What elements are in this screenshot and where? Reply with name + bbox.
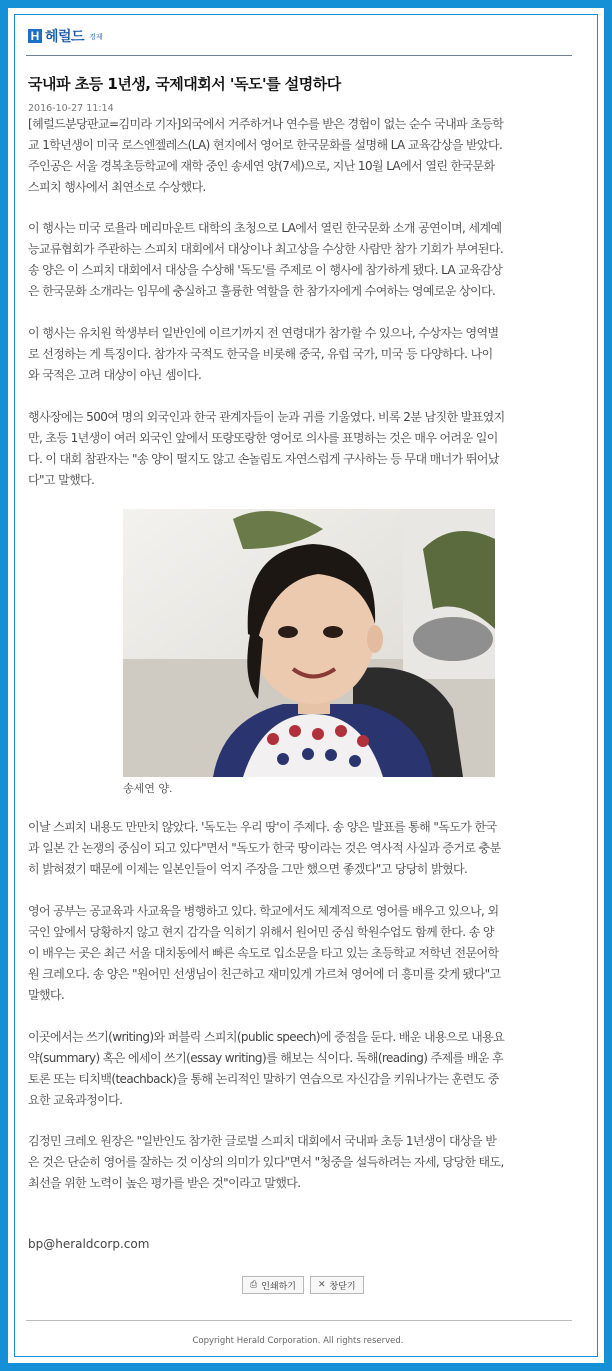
paragraph-line: 송 양은 이 스피치 대회에서 대상을 수상해 '독도'를 주제로 이 행사에 참가하게 됐다. LA 교육감상	[28, 263, 503, 277]
paragraph-line: 요한 교육과정이다.	[28, 1093, 123, 1107]
article-photo	[123, 509, 495, 777]
article-paragraph	[28, 407, 590, 491]
article-paragraph	[28, 323, 590, 386]
paragraph-line: 영어 공부는 공교육과 사교육을 병행하고 있다. 학교에서도 체계적으로 영어를 배우고 있으나, 외	[28, 904, 499, 918]
print-button-label: 인쇄하기	[261, 1281, 296, 1292]
article-paragraph	[28, 817, 590, 880]
close-button-label: 창닫기	[329, 1281, 356, 1292]
paragraph-line: 다. 이 대회 참관자는 "송 양이 떨지도 않고 손놀림도 자연스럽게 구사하는 등 무대 매너가 뛰어났	[28, 452, 499, 466]
paragraph-line: 말했다.	[28, 988, 65, 1002]
article-paragraph	[28, 114, 590, 198]
paragraph-line: 주인공은 서울 경복초등학교에 재학 중인 송세연 양(7세)으로, 지난 10월 LA에서 열린 한국문화	[28, 159, 495, 173]
paragraph-line: 과 일본 간 논쟁의 중심이 되고 있다"면서 "독도가 한국 땅이라는 것은 역사적 사실과 증거로 충분	[28, 841, 501, 855]
logo-mark-icon: H	[28, 29, 42, 43]
close-icon: ✕	[317, 1280, 326, 1290]
article-date: 2016-10-27 11:14	[28, 103, 114, 114]
article-paragraph	[28, 218, 590, 302]
footer-divider	[26, 1320, 572, 1321]
paragraph-line: 이 행사는 미국 로욜라 메리마운트 대학의 초청으로 LA에서 열린 한국문화 소개 공연이며, 세계예	[28, 221, 502, 235]
print-button[interactable]	[242, 1276, 304, 1294]
paragraph-line: 최선을 위한 노력이 높은 평가를 받은 것"이라고 말했다.	[28, 1176, 301, 1190]
paragraph-line: 로 선정하는 게 특징이다. 참가자 국적도 한국을 비롯해 중국, 유럽 국가, 미국 등 다양하다. 나이	[28, 347, 493, 361]
paragraph-line: 히 밝혀졌기 때문에 이제는 일본인들이 억지 주장을 그만 했으면 좋겠다"고 당당히 밝혔다.	[28, 862, 468, 876]
reporter-email: bp@heraldcorp.com	[28, 1237, 150, 1251]
article-paragraph	[28, 901, 590, 1006]
paragraph-line: 토론 또는 티치백(teachback)을 통해 논리적인 말하기 연습으로 자신감을 키워나가는 훈련도 중	[28, 1072, 499, 1086]
paragraph-line: 이 행사는 유치원 학생부터 일반인에 이르기까지 전 연령대가 참가할 수 있으나, 수상자는 영역별	[28, 326, 499, 340]
paragraph-line: 은 한국문화 소개라는 임무에 충실하고 훌륭한 역할을 한 참가자에게 수여하는 영예로운 상이다.	[28, 284, 496, 298]
logo-name: 헤럴드	[45, 29, 85, 45]
paragraph-line: 스피치 행사에서 최연소로 수상했다.	[28, 180, 206, 194]
article-paragraph	[28, 1131, 590, 1194]
paragraph-line: [헤럴드분당판교=김미라 기자]외국에서 거주하거나 연수를 받은 경험이 없는 순수 국내파 초등학	[28, 117, 504, 131]
paragraph-line: 원 크레오다. 송 양은 "원어민 선생님이 친근하고 재미있게 가르쳐 영어에 더 흥미를 갖게 됐다"고	[28, 967, 501, 981]
article-paragraph	[28, 1027, 590, 1111]
paragraph-line: 김정민 크레오 원장은 "일반인도 참가한 글로벌 스피치 대회에서 국내파 초등 1년생이 대상을 받	[28, 1134, 497, 1148]
paragraph-line: 행사장에는 500여 명의 외국인과 한국 관계자들이 눈과 귀를 기울였다. 비록 2분 남짓한 발표였지	[28, 410, 505, 424]
header-divider	[26, 55, 572, 56]
girl-portrait-image	[123, 509, 495, 777]
paragraph-line: 이날 스피치 내용도 만만치 않았다. '독도는 우리 땅'이 주제다. 송 양은 발표를 통해 "독도가 한국	[28, 820, 497, 834]
close-window-button[interactable]	[310, 1276, 364, 1294]
herald-logo	[28, 26, 103, 46]
printer-icon: ⎙	[250, 1280, 258, 1290]
paragraph-line: 능교류협회가 주관하는 스피치 대회에서 대상이나 최고상을 수상한 사람만 참가 기회가 부여된다.	[28, 242, 504, 256]
paragraph-line: 다"고 말했다.	[28, 473, 95, 487]
paragraph-line: 은 것은 단순히 영어를 잘하는 것 이상의 의미가 있다"면서 "청중을 설득하려는 자세, 당당한 태도,	[28, 1155, 504, 1169]
article-title: 국내파 초등 1년생, 국제대회서 '독도'를 설명하다	[28, 75, 341, 93]
paragraph-line: 이곳에서는 쓰기(writing)와 퍼블릭 스피치(public speech)에 중점을 둔다. 배운 내용으로 내용요	[28, 1030, 505, 1044]
photo-caption: 송세연 양.	[123, 782, 173, 795]
paragraph-line: 만, 초등 1년생이 여러 외국인 앞에서 또랑또랑한 영어로 의사를 표명하는 것은 매우 어려운 일이	[28, 431, 498, 445]
paragraph-line: 약(summary) 혹은 에세이 쓰기(essay writing)를 해보는 식이다. 독해(reading) 주제를 배운 후	[28, 1051, 503, 1065]
paragraph-line: 국인 앞에서 당황하지 않고 현지 감각을 익히기 위해서 원어민 중심 학원수업도 함께 한다. 송 양	[28, 925, 494, 939]
copyright-text: Copyright Herald Corporation. All rights reserved.	[192, 1336, 404, 1346]
paragraph-line: 교 1학년생이 미국 로스엔젤레스(LA) 현지에서 영어로 한국문화를 설명해 LA 교육감상을 받았다.	[28, 138, 503, 152]
paragraph-line: 이 배우는 곳은 최근 서울 대치동에서 빠른 속도로 입소문을 타고 있는 초등학교 저학년 전문어학	[28, 946, 499, 960]
logo-subtitle: 경제	[89, 33, 103, 41]
action-buttons	[242, 1276, 364, 1294]
paragraph-line: 와 국적은 고려 대상이 아닌 셈이다.	[28, 368, 202, 382]
